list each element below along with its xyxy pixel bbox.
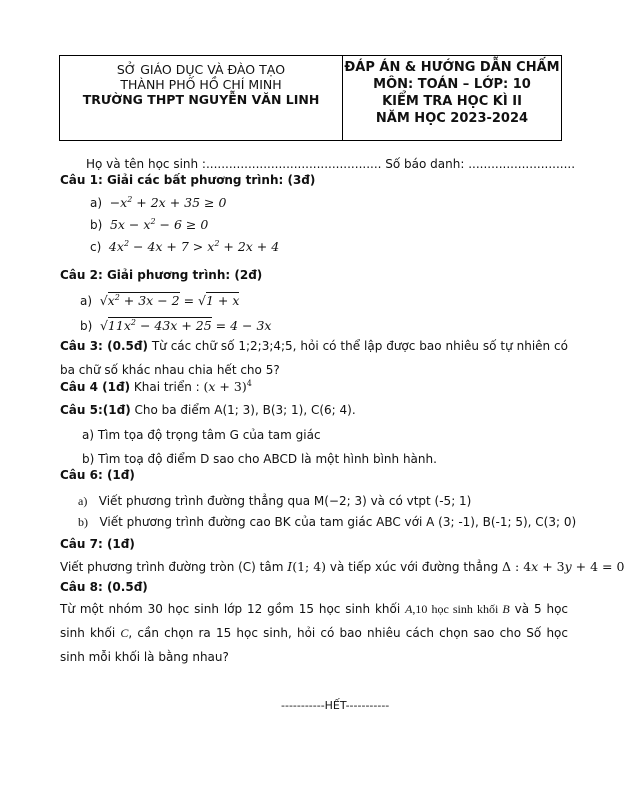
math-expr: $5x - x^2 - 6 \ge 0$ [109,217,209,232]
student-info-line [86,157,575,171]
q3-label: Câu 3: (0.5đ) [60,339,148,353]
q5-label: Câu 5:(1đ) [60,403,131,417]
q1-item-b [90,217,208,232]
city-name: THÀNH PHỐ HỒ CHÍ MINH [120,77,282,92]
q7-title: Câu 7: (1đ) [60,537,135,551]
q2-item-b [80,318,271,333]
item-label: a) [80,294,93,308]
end-marker: -----------HẾT----------- [281,699,390,712]
q6-item-b [78,515,576,530]
math-expr: $√x^2 + 3x - 2 = √1 + x$ [99,293,240,308]
tangent-line: Δ : 4x + 3y + 4 = 0 [502,559,625,574]
q6-title: Câu 6: (1đ) [60,468,135,482]
q1-item-a [90,195,226,210]
q5-item-a: a) Tìm tọa độ trọng tâm G của tam giác [82,428,321,442]
item-label: b) [80,319,93,333]
exam-name: KIỂM TRA HỌC KÌ II [382,94,522,109]
q5 [60,403,356,417]
school-name: TRƯỜNG THPT NGUYỄN VĂN LINH [82,92,320,107]
exam-info [343,56,561,140]
item-label: a) [90,196,103,210]
math-expr: $-x^2 + 2x + 35 \ge 0$ [109,195,227,210]
math-expr: $(x + 3)^4$ [203,379,252,394]
q6-item-a [78,494,471,509]
q1-item-c [90,239,279,254]
school-info [60,56,343,140]
item-text: Viết phương trình đường cao BK của tam giác ABC với A (3; -1), B(-1; 5), C(3; 0) [99,515,577,529]
math-expr: $√11x^2 - 43x + 25 = 4 - 3x$ [99,318,272,333]
q2-item-a [80,293,239,308]
q1-title: Câu 1: Giải các bất phương trình: (3đ) [60,173,316,187]
q7-text: Viết phương trình đường tròn (C) tâm I(1; 4) và tiếp xúc với đường thẳng Δ : 4x + 3y + 4 = 0 [60,559,625,574]
q4-label: Câu 4 (1đ) [60,380,131,394]
q5-item-b: b) Tìm toạ độ điểm D sao cho ABCD là một hình bình hành. [82,452,437,466]
student-id-label: Số báo danh: [381,157,469,171]
item-text: Viết phương trình đường thẳng qua M(−2; 3) và có vtpt (-5; 1) [98,494,472,508]
student-name-field: .............................................. [205,157,382,171]
school-year: NĂM HỌC 2023-2024 [375,111,529,126]
item-label: a) [78,494,88,508]
circle-center: I(1; 4) [287,559,327,574]
q3-text: Từ các chữ số 1;2;3;4;5, hỏi có thể lập được bao nhiêu số tự nhiên có ba chữ số khác nhau chia hết cho 5? [60,339,568,377]
q3 [60,334,568,382]
q4-text: Khai triển : [130,380,204,394]
doc-title: ĐÁP ÁN & HƯỚNG DẪN CHẤM [344,60,560,75]
subject-grade: MÔN: TOÁN – LỚP: 10 [373,77,531,92]
q8-text: Từ một nhóm 30 học sinh lớp 12 gồm 15 học sinh khối A,10 học sinh khối B và 5 học sinh khối C, cần chọn ra 15 học sinh, hỏi có bao nhiêu cách chọn sao cho Số học sinh mỗi khối là bằng nhau? [60,602,569,664]
header-table [59,55,562,141]
department-name: SỞ GIÁO DỤC VÀ ĐÀO TẠO [116,62,286,77]
q5-text: Cho ba điểm A(1; 3), B(3; 1), C(6; 4). [130,403,356,417]
q2-title: Câu 2: Giải phương trình: (2đ) [60,268,263,282]
item-label: b) [90,218,103,232]
math-expr: $4x^2 - 4x + 7 > x^2 + 2x + 4$ [108,239,280,254]
item-label: b) [78,515,88,529]
q8-title: Câu 8: (0.5đ) [60,580,148,594]
student-id-field: ............................ [468,157,576,171]
item-label: c) [90,240,102,254]
q4 [60,379,252,394]
student-name-label: Họ và tên học sinh : [86,157,206,171]
